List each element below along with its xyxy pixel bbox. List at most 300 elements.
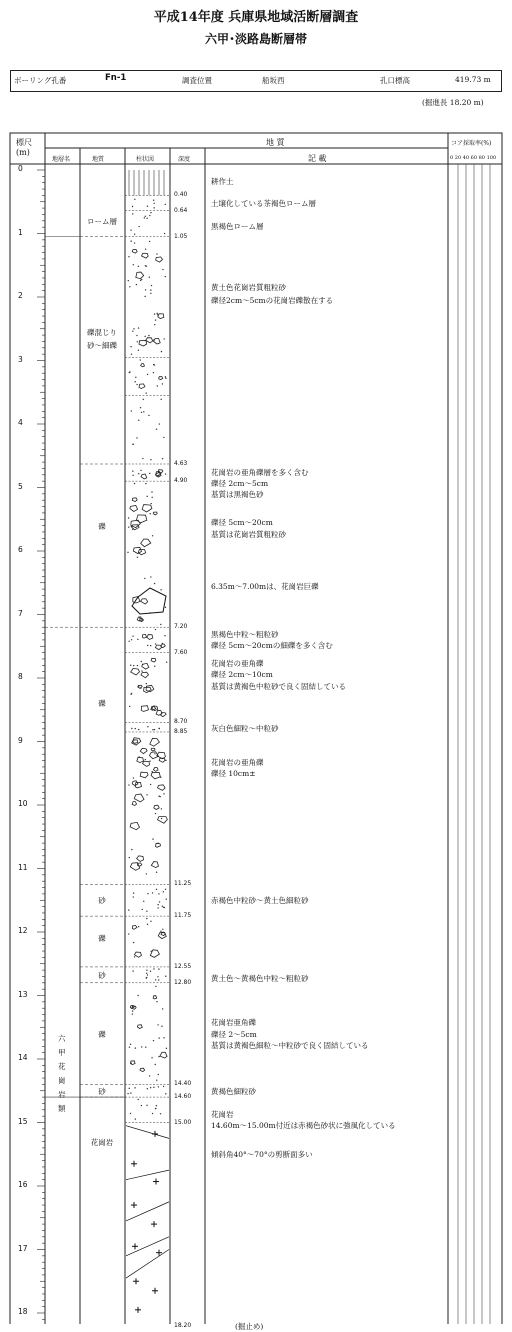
sand-dot (140, 470, 141, 471)
sand-dot (150, 645, 151, 646)
gravel-clast (151, 748, 155, 751)
sand-dot (149, 760, 150, 761)
description-text: 花崗岩の亜角礫層を多く含む (211, 467, 309, 477)
formation-label (58, 1032, 68, 1116)
elevation-value: 419.73 m (455, 75, 491, 84)
scale-label: 0 (18, 164, 23, 173)
sand-dot (146, 873, 147, 874)
gravel-clast (132, 781, 138, 786)
sand-dot (154, 313, 155, 314)
sand-dot (161, 808, 162, 809)
depth-value: 1.05 (174, 232, 188, 240)
description-text: 土壌化している茶褐色ローム層 (211, 199, 316, 209)
sand-dot (154, 364, 155, 365)
depth-value: 12.55 (174, 962, 192, 970)
depth-value: 4.63 (174, 460, 188, 467)
sand-dot (158, 893, 159, 894)
sand-dot (135, 1047, 136, 1048)
sand-dot (130, 240, 131, 241)
gravel-clast (156, 257, 163, 262)
sand-dot (151, 1057, 152, 1058)
sand-dot (144, 296, 145, 297)
sand-dot (142, 909, 143, 910)
gravel-clast (153, 767, 158, 771)
description-text: 黄土色～黄褐色中粒～粗粒砂 (211, 973, 309, 983)
lithology-name: 礫 (98, 934, 106, 944)
sand-dot (134, 956, 135, 957)
gravel-clast (134, 794, 144, 802)
scale-label: 13 (18, 989, 28, 999)
sand-dot (141, 412, 142, 413)
sand-dot (133, 665, 134, 666)
description-text: 6.35m～7.00mは、花崗岩巨礫 (211, 581, 319, 591)
sand-dot (134, 1087, 135, 1088)
scale-label: 11 (18, 862, 28, 872)
description-text: 礫径 2cm～5cm (211, 479, 269, 489)
sand-dot (147, 974, 148, 975)
gravel-clast (139, 341, 147, 347)
gravel-clast (147, 635, 153, 640)
sand-dot (133, 892, 134, 893)
sand-dot (133, 264, 134, 265)
sand-dot (131, 728, 132, 729)
sand-dot (128, 933, 129, 934)
sand-dot (146, 218, 147, 219)
sand-dot (137, 557, 138, 558)
sand-dot (136, 284, 137, 285)
gravel-clast (140, 1068, 145, 1072)
sand-dot (145, 216, 146, 217)
sand-dot (152, 1113, 153, 1114)
sand-dot (147, 726, 148, 727)
gravel-clast (141, 474, 147, 479)
gravel-clast (140, 772, 148, 778)
sand-dot (147, 374, 148, 375)
sand-dot (137, 995, 138, 996)
sand-dot (163, 338, 164, 339)
sand-dot (147, 924, 148, 925)
formation-char: 類 (58, 1104, 66, 1113)
sand-dot (152, 771, 153, 772)
scale-label: 15 (18, 1116, 28, 1126)
sand-dot (127, 1093, 128, 1094)
depth-value: 0.64 (174, 206, 188, 214)
description-text: 礫径 5cm～20cm (211, 518, 273, 528)
sand-dot (160, 930, 161, 931)
sand-dot (161, 818, 162, 819)
sand-dot (135, 728, 136, 729)
sand-dot (147, 1088, 148, 1089)
gravel-clast (151, 772, 160, 779)
scale-label: 3 (18, 354, 23, 364)
sand-dot (151, 285, 152, 286)
formation-char: 甲 (58, 1048, 66, 1057)
gravel-clast (132, 498, 137, 502)
core-header: コア採取率(%) (451, 140, 492, 147)
sand-dot (129, 857, 130, 858)
gravel-clast (130, 822, 139, 829)
sand-dot (166, 1048, 167, 1049)
sand-dot (159, 796, 160, 797)
sand-dot (158, 1074, 159, 1075)
scale-label: 5 (18, 481, 23, 491)
gravel-clast (137, 856, 144, 862)
sand-dot (152, 892, 153, 893)
depth-value: 12.80 (174, 978, 192, 986)
description-text: 14.60m～15.00m付近は赤褐色砂状に強風化している (211, 1121, 396, 1131)
description-text: (掘止め) (235, 1321, 264, 1331)
description-text: 耕作土 (211, 177, 234, 187)
scale-label: 9 (18, 735, 23, 745)
sand-dot (155, 1064, 156, 1065)
sand-dot (128, 784, 129, 785)
sand-dot (165, 473, 166, 474)
scale-label: 7 (18, 608, 23, 618)
sand-dot (137, 639, 138, 640)
sand-dot (134, 199, 135, 200)
depth-value: 18.20 (174, 1321, 192, 1329)
sand-dot (145, 483, 146, 484)
sand-dot (158, 968, 159, 969)
sand-dot (154, 324, 155, 325)
sand-dot (138, 926, 139, 927)
gravel-clast (131, 668, 140, 675)
sand-dot (155, 319, 156, 320)
sand-dot (147, 645, 148, 646)
sand-dot (146, 266, 147, 267)
sand-dot (163, 1037, 164, 1038)
sand-dot (163, 891, 164, 892)
lithology-name: 砂～細礫 (87, 340, 117, 350)
sand-dot (154, 666, 155, 667)
sand-dot (130, 1092, 131, 1093)
sand-dot (154, 753, 155, 754)
gravel-clast (154, 338, 161, 344)
sand-dot (129, 286, 130, 287)
description-text: 礫径 5cm～20cmの細礫を多く含む (211, 640, 333, 650)
scale-label: 14 (18, 1053, 28, 1062)
sand-dot (143, 411, 144, 412)
gravel-clast (141, 706, 148, 712)
sand-dot (156, 872, 157, 873)
sand-dot (141, 1046, 142, 1047)
sand-dot (132, 970, 133, 971)
sand-dot (150, 784, 151, 785)
sand-dot (138, 473, 139, 474)
sand-dot (165, 204, 166, 205)
gravel-clast (151, 658, 156, 662)
scale-label: 12 (18, 926, 28, 935)
sand-dot (134, 483, 135, 484)
sand-dot (141, 1105, 142, 1106)
sand-dot (132, 213, 133, 214)
sand-dot (137, 341, 138, 342)
sand-dot (152, 535, 153, 536)
sand-dot (163, 1086, 164, 1087)
sand-dot (140, 280, 141, 281)
depth-value: 8.85 (174, 727, 188, 735)
sand-dot (141, 279, 142, 280)
sand-dot (158, 979, 159, 980)
scale-label: 1 (18, 227, 23, 237)
sand-dot (165, 378, 166, 379)
sand-dot (128, 256, 129, 257)
sand-dot (154, 207, 155, 208)
description-text: 花崗岩の亜角礫 (211, 658, 264, 668)
gravel-clast (153, 512, 157, 515)
formation-char: 花 (58, 1062, 66, 1071)
sand-dot (155, 986, 156, 987)
sand-dot (145, 289, 146, 290)
gravel-clast (158, 314, 164, 319)
sand-dot (138, 729, 139, 730)
sand-dot (129, 1088, 130, 1089)
sand-dot (156, 1105, 157, 1106)
sand-dot (158, 1037, 159, 1038)
sand-dot (146, 1105, 147, 1106)
sand-dot (138, 1099, 139, 1100)
shear-plane (126, 1250, 169, 1279)
lithology-name: 砂 (98, 970, 106, 980)
sand-dot (160, 589, 161, 590)
sand-dot (150, 970, 151, 971)
lithology-name: 礫 (98, 699, 106, 709)
gravel-clast (153, 996, 157, 999)
sand-dot (159, 423, 160, 424)
lithology-name: 礫混じり (87, 327, 117, 337)
sand-dot (145, 1047, 146, 1048)
description-text: 礫径 2～5cm (211, 1029, 257, 1039)
gravel-clast (158, 817, 168, 824)
sand-dot (132, 331, 133, 332)
sand-dot (136, 384, 137, 385)
sand-dot (136, 335, 137, 336)
sand-dot (129, 372, 130, 373)
sand-dot (157, 904, 158, 905)
sand-dot (150, 576, 151, 577)
depth-value: 8.70 (174, 718, 188, 726)
location-value: 船坂西 (262, 76, 285, 85)
sand-dot (158, 1056, 159, 1057)
sand-dot (165, 376, 166, 377)
boring-label: ボーリング孔番 (14, 76, 67, 85)
scale-label: 4 (18, 418, 23, 427)
sand-dot (153, 372, 154, 373)
gravel-clast (155, 645, 161, 650)
location-label: 調査位置 (182, 76, 212, 85)
description-text: 黄土色花崗岩質粗粒砂 (211, 283, 286, 293)
sand-dot (132, 470, 133, 471)
gravel-clast (146, 338, 153, 343)
sand-dot (133, 942, 134, 943)
formation-char: 崗 (58, 1076, 66, 1085)
sand-dot (162, 929, 163, 930)
sand-dot (128, 909, 129, 910)
description-text: 礫径2cm～5cmの花崗岩礫散在する (211, 296, 334, 306)
sand-dot (128, 517, 129, 518)
sand-dot (150, 212, 151, 213)
sand-dot (131, 410, 132, 411)
sand-dot (146, 392, 147, 393)
description-text: 灰白色細粒～中粒砂 (211, 723, 279, 733)
sand-dot (138, 226, 139, 227)
sand-dot (130, 229, 131, 230)
gravel-clast (137, 1025, 142, 1029)
formation-char: 岩 (58, 1090, 66, 1099)
gravel-clast (150, 738, 160, 746)
depth-value: 7.60 (174, 648, 188, 656)
geology-header: 地 質 (266, 138, 285, 147)
sand-dot (132, 1010, 133, 1011)
sand-dot (134, 242, 135, 243)
gravel-clast (130, 863, 139, 871)
gravel-clast (132, 802, 137, 806)
sand-dot (160, 624, 161, 625)
sand-dot (146, 918, 147, 919)
gravel-clast (139, 384, 145, 389)
sand-dot (130, 346, 131, 347)
sand-dot (156, 253, 157, 254)
sand-dot (128, 641, 129, 642)
gravel-clast (138, 550, 145, 555)
sand-dot (160, 1113, 161, 1114)
depth-value: 14.40 (174, 1080, 192, 1088)
description-text: 礫径 2cm～10cm (211, 670, 273, 680)
gravel-clast (142, 663, 149, 669)
depth-value: 15.00 (174, 1118, 192, 1126)
sand-dot (132, 206, 133, 207)
sand-dot (132, 635, 133, 636)
sand-dot (132, 475, 133, 476)
sand-dot (129, 1046, 130, 1047)
depth-value: 11.25 (174, 880, 192, 888)
gravel-clast (141, 364, 145, 367)
gravel-clast (141, 672, 149, 678)
sand-dot (141, 670, 142, 671)
depth-note: (掘進長 18.20 m) (422, 98, 484, 107)
sand-dot (130, 1044, 131, 1045)
gravel-clast (137, 757, 144, 762)
sand-dot (162, 458, 163, 459)
sand-dot (154, 583, 155, 584)
depth-value: 4.90 (174, 477, 188, 485)
depth-header: 深度 (178, 156, 191, 163)
gravel-clast (141, 539, 151, 547)
sand-dot (143, 399, 144, 400)
lithology-name: 礫 (98, 1029, 106, 1039)
sand-dot (157, 385, 158, 386)
sand-dot (164, 635, 165, 636)
gravel-clast (134, 952, 141, 957)
sand-dot (133, 777, 134, 778)
sand-dot (155, 643, 156, 644)
gravel-clast (143, 761, 150, 766)
layer-name-header: 地層名 (52, 156, 71, 163)
scale-label: 16 (18, 1180, 28, 1189)
sand-dot (129, 706, 130, 707)
sand-dot (146, 973, 147, 974)
sand-dot (138, 266, 139, 267)
gravel-clast (132, 249, 137, 253)
sand-dot (150, 1087, 151, 1088)
sand-dot (150, 293, 151, 294)
description-text: 黒褐色ローム層 (211, 221, 264, 231)
sand-dot (162, 269, 163, 270)
sand-dot (137, 665, 138, 666)
description-text: 花崗岩の亜角礫 (211, 757, 264, 767)
sand-dot (136, 437, 137, 438)
gravel-clast (132, 925, 137, 929)
sand-dot (157, 1024, 158, 1025)
sand-dot (148, 415, 149, 416)
sand-dot (148, 335, 149, 336)
sand-dot (158, 1086, 159, 1087)
elevation-label: 孔口標高 (380, 76, 410, 85)
gravel-clast (136, 272, 144, 279)
sand-dot (146, 911, 147, 912)
sand-dot (160, 399, 161, 400)
sand-dot (132, 1013, 133, 1014)
sand-dot (153, 1040, 154, 1041)
sand-dot (152, 729, 153, 730)
sand-dot (128, 526, 129, 527)
depth-value: 7.20 (174, 623, 188, 631)
sand-dot (150, 921, 151, 922)
sand-dot (161, 1026, 162, 1027)
sand-dot (155, 629, 156, 630)
scale-label: 17 (18, 1243, 28, 1253)
sand-dot (164, 233, 165, 234)
sand-dot (154, 203, 155, 204)
sand-dot (138, 419, 139, 420)
gravel-clast (151, 862, 158, 868)
sand-dot (145, 248, 146, 249)
sand-dot (140, 407, 141, 408)
sand-dot (130, 694, 131, 695)
scale-label: 10 (18, 799, 28, 808)
sand-dot (165, 976, 166, 977)
sand-dot (138, 327, 139, 328)
gravel-clast (154, 805, 159, 809)
gravel-clast (136, 515, 146, 523)
description-text: 基質は黄褐色中粒砂で良く固結している (211, 681, 346, 691)
gravel-clast (142, 253, 149, 258)
sand-dot (131, 849, 132, 850)
scale-label: 18 (18, 1307, 28, 1316)
sand-dot (166, 898, 167, 899)
sand-dot (147, 893, 148, 894)
sand-dot (149, 241, 150, 242)
sand-dot (159, 901, 160, 902)
sand-dot (153, 1087, 154, 1088)
sand-dot (156, 889, 157, 890)
sand-dot (144, 217, 145, 218)
sand-dot (134, 381, 135, 382)
description-text: 基質は花崗岩質粗粒砂 (211, 529, 286, 539)
sand-dot (155, 979, 156, 980)
sand-dot (142, 458, 143, 459)
sand-dot (127, 552, 128, 553)
sand-dot (144, 336, 145, 337)
sand-dot (140, 359, 141, 360)
description-text: 礫径 10cm± (211, 769, 256, 779)
shear-plane (126, 1126, 169, 1139)
gravel-clast (159, 377, 163, 380)
scale-unit: (m) (16, 148, 30, 157)
sand-dot (150, 513, 151, 514)
boring-number: Fn-1 (105, 73, 127, 83)
shear-plane (126, 1170, 169, 1180)
